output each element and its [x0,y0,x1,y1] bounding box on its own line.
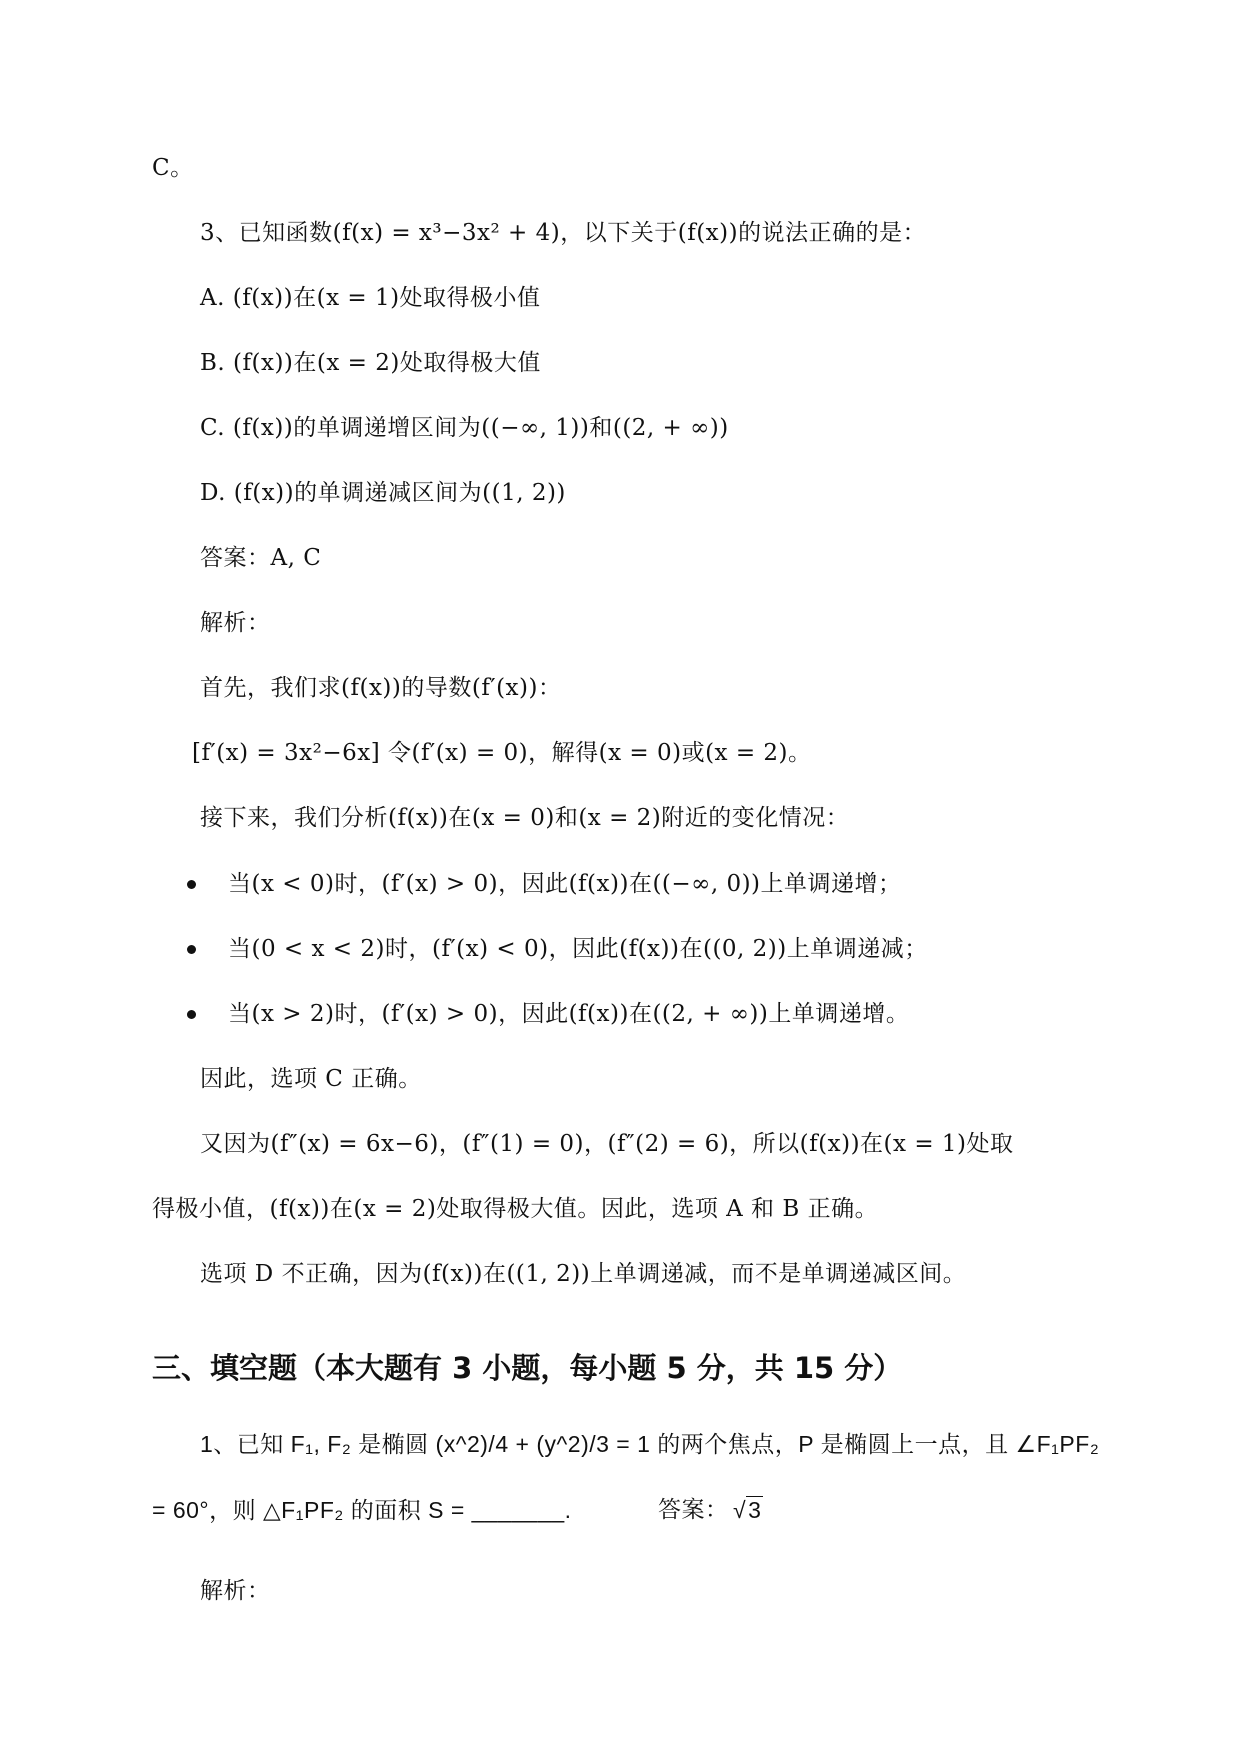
bullet-item: 当(0 < x < 2)时，(f′(x) < 0)，因此(f(x))在((0, 2))上单调递减； [228,936,928,962]
text-line: C。 [152,155,194,181]
bullet-dot [187,945,196,954]
text-line: 首先，我们求(f(x))的导数(f′(x))： [200,675,562,701]
question-3-stem: 3、已知函数(f(x) = x³−3x² + 4)，以下关于(f(x))的说法正确的是： [200,220,927,246]
analysis-label: 解析： [200,610,271,636]
answer-label: 答案： [658,1497,729,1523]
derivative-line: [f′(x) = 3x²−6x] 令(f′(x) = 0)，解得(x = 0)或(x = 2)。 [192,740,812,766]
sqrt-icon: √ [733,1497,747,1523]
option-d: D. (f(x))的单调递减区间为((1, 2)) [200,480,566,506]
option-a: A. (f(x))在(x = 1)处取得极小值 [200,285,541,311]
text-line: 得极小值，(f(x))在(x = 2)处取得极大值。因此，选项 A 和 B 正确。 [152,1196,879,1222]
bullet-item: 当(x > 2)时，(f′(x) > 0)，因此(f(x))在((2, + ∞))上单调递增。 [228,1001,910,1027]
answer-value: 3 [748,1497,762,1523]
bullet-item: 当(x < 0)时，(f′(x) > 0)，因此(f(x))在((−∞, 0))上单调递增； [228,871,902,897]
fill-question-1-cont: = 60°，则 △F₁PF₂ 的面积 S = _______. [152,1497,572,1523]
text-line: 因此，选项 C 正确。 [200,1066,422,1092]
bullet-dot [187,1010,196,1019]
text-line: 又因为(f″(x) = 6x−6)，(f″(1) = 0)，(f″(2) = 6)，所以(f(x))在(x = 1)处取 [200,1131,1014,1157]
fill-question-1: 1、已知 F₁, F₂ 是椭圆 (x^2)/4 + (y^2)/3 = 1 的两个焦点，P 是椭圆上一点，且 ∠F₁PF₂ [200,1431,1100,1457]
text-line: 选项 D 不正确，因为(f(x))在((1, 2))上单调递减，而不是单调递减区间。 [200,1261,967,1287]
answer-line: 答案：A, C [200,545,322,571]
bullet-dot [187,880,196,889]
answer-sqrt [733,1494,763,1526]
text-line: 接下来，我们分析(f(x))在(x = 0)和(x = 2)附近的变化情况： [200,805,850,831]
analysis-label: 解析： [200,1578,271,1604]
option-c: C. (f(x))的单调递增区间为((−∞, 1))和((2, + ∞)) [200,415,729,441]
option-b: B. (f(x))在(x = 2)处取得极大值 [200,350,541,376]
section-heading: 三、填空题（本大题有 3 小题，每小题 5 分，共 15 分） [152,1351,903,1385]
